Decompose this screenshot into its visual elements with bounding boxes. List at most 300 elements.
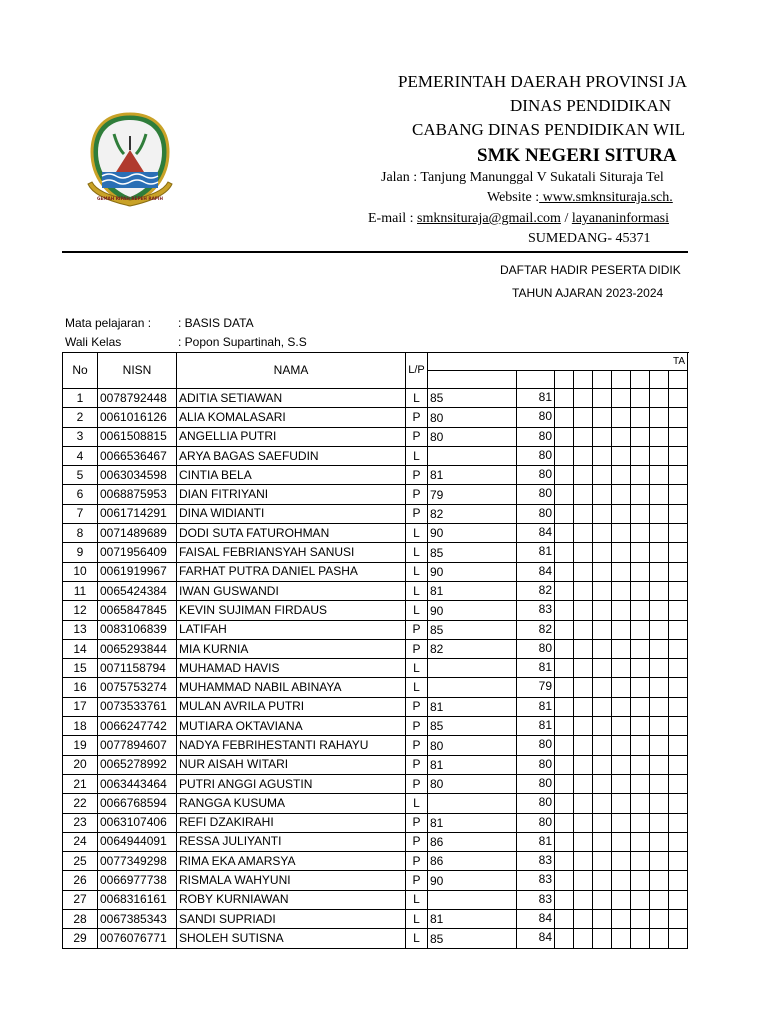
row-score2: 84 [517,524,555,543]
attendance-cell [555,832,574,851]
row-nisn: 0061016126 [98,408,177,427]
attendance-cell [669,601,688,620]
table-row [63,813,688,832]
row-gender: P [406,485,428,504]
attendance-cell [555,601,574,620]
row-score1: 80 [428,408,517,427]
attendance-cell [612,408,631,427]
attendance-cell [612,427,631,446]
attendance-cell [612,620,631,639]
attendance-cell [555,620,574,639]
attendance-cell [650,717,669,736]
row-score2: 79 [517,678,555,697]
attendance-cell [612,446,631,465]
attendance-cell [669,446,688,465]
row-name: DINA WIDIANTI [177,504,406,523]
row-score2: 80 [517,774,555,793]
website-label: Website : [487,190,540,205]
row-score2: 80 [517,794,555,813]
attendance-cell [555,543,574,562]
row-nisn: 0077349298 [98,852,177,871]
attendance-cell [669,736,688,755]
attendance-cell [593,794,612,813]
table-row [63,601,688,620]
row-score1: 86 [428,832,517,851]
attendance-cell [593,929,612,948]
row-score2: 81 [517,832,555,851]
attendance-cell [631,408,650,427]
row-nisn: 0063034598 [98,466,177,485]
attendance-cell [555,389,574,408]
attendance-cell [650,890,669,909]
attendance-cell [631,639,650,658]
row-name: ARYA BAGAS SAEFUDIN [177,446,406,465]
row-gender: P [406,620,428,639]
attendance-cell [593,813,612,832]
attendance-cell [593,581,612,600]
row-nisn: 0071956409 [98,543,177,562]
attendance-cell [555,427,574,446]
row-gender: P [406,697,428,716]
attendance-cell [555,659,574,678]
attendance-cell [650,485,669,504]
row-name: NUR AISAH WITARI [177,755,406,774]
row-gender: P [406,871,428,890]
row-nisn: 0066247742 [98,717,177,736]
attendance-cell [669,639,688,658]
row-score2: 80 [517,504,555,523]
table-row [63,639,688,658]
attendance-cell [631,678,650,697]
attendance-cell [574,852,593,871]
attendance-cell [612,813,631,832]
attendance-cell [574,389,593,408]
row-score2: 80 [517,446,555,465]
row-no: 23 [63,813,98,832]
row-name: LATIFAH [177,620,406,639]
row-nisn: 0063443464 [98,774,177,793]
row-score1: 85 [428,929,517,948]
attendance-cell [631,620,650,639]
attendance-cell [555,504,574,523]
attendance-cell [555,736,574,755]
attendance-cell [574,562,593,581]
row-nisn: 0071158794 [98,659,177,678]
email-label: E-mail : [368,211,414,226]
row-name: MUHAMMAD NABIL ABINAYA [177,678,406,697]
attendance-cell [669,832,688,851]
row-nisn: 0063107406 [98,813,177,832]
row-score2: 81 [517,717,555,736]
header-nisn: NISN [98,353,177,389]
attendance-cell [612,774,631,793]
row-score2: 82 [517,581,555,600]
attendance-cell [669,659,688,678]
row-gender: P [406,832,428,851]
attendance-cell [555,466,574,485]
subheader-cell [517,371,555,389]
attendance-cell [574,910,593,929]
row-score1: 81 [428,697,517,716]
attendance-cell [555,929,574,948]
row-score2: 80 [517,755,555,774]
row-no: 9 [63,543,98,562]
row-score1: 85 [428,717,517,736]
row-score2: 84 [517,910,555,929]
row-no: 3 [63,427,98,446]
row-score2: 80 [517,639,555,658]
attendance-cell [650,659,669,678]
attendance-cell [593,446,612,465]
attendance-cell [631,755,650,774]
attendance-cell [593,389,612,408]
attendance-cell [631,543,650,562]
table-row [63,446,688,465]
row-gender: L [406,446,428,465]
row-score1: 90 [428,562,517,581]
attendance-cell [593,852,612,871]
row-gender: L [406,562,428,581]
attendance-cell [593,832,612,851]
row-nisn: 0067385343 [98,910,177,929]
row-no: 25 [63,852,98,871]
attendance-cell [555,852,574,871]
table-row [63,774,688,793]
row-score2: 80 [517,466,555,485]
row-name: NADYA FEBRIHESTANTI RAHAYU [177,736,406,755]
teacher-value: : Popon Supartinah, S.S [178,335,307,349]
table-row [63,427,688,446]
attendance-cell [669,794,688,813]
attendance-cell [650,504,669,523]
table-header-row [63,353,688,371]
row-nisn: 0061508815 [98,427,177,446]
row-gender: L [406,678,428,697]
row-nisn: 0065278992 [98,755,177,774]
row-name: ANGELLIA PUTRI [177,427,406,446]
attendance-cell [631,659,650,678]
subheader-cell [669,371,688,389]
row-no: 22 [63,794,98,813]
attendance-cell [612,890,631,909]
attendance-cell [650,929,669,948]
row-name: FARHAT PUTRA DANIEL PASHA [177,562,406,581]
row-gender: L [406,581,428,600]
attendance-cell [669,504,688,523]
row-score1: 85 [428,389,517,408]
row-score2: 81 [517,659,555,678]
attendance-cell [631,504,650,523]
row-gender: L [406,910,428,929]
row-name: REFI DZAKIRAHI [177,813,406,832]
row-no: 18 [63,717,98,736]
row-gender: L [406,929,428,948]
attendance-cell [555,890,574,909]
attendance-cell [593,910,612,929]
attendance-cell [593,408,612,427]
attendance-cell [669,620,688,639]
row-name: SHOLEH SUTISNA [177,929,406,948]
attendance-cell [631,562,650,581]
email-link[interactable]: smknsituraja@gmail.com [417,211,561,226]
row-no: 24 [63,832,98,851]
attendance-cell [612,717,631,736]
row-nisn: 0077894607 [98,736,177,755]
attendance-cell [631,852,650,871]
attendance-cell [593,504,612,523]
table-row [63,794,688,813]
attendance-cell [650,524,669,543]
attendance-cell [631,929,650,948]
attendance-cell [574,581,593,600]
table-row [63,581,688,600]
row-score1: 80 [428,774,517,793]
attendance-cell [593,466,612,485]
row-name: KEVIN SUJIMAN FIRDAUS [177,601,406,620]
attendance-cell [669,755,688,774]
attendance-cell [631,717,650,736]
attendance-cell [593,659,612,678]
school-city: SUMEDANG- 45371 [528,231,651,246]
row-no: 5 [63,466,98,485]
attendance-cell [593,562,612,581]
row-score2: 80 [517,427,555,446]
table-row [63,832,688,851]
attendance-cell [612,543,631,562]
attendance-cell [650,871,669,890]
row-no: 10 [63,562,98,581]
row-no: 6 [63,485,98,504]
attendance-cell [574,755,593,774]
attendance-cell [650,832,669,851]
attendance-cell [555,774,574,793]
email2-link[interactable]: layananinformasi [571,211,670,226]
row-gender: P [406,466,428,485]
row-name: DIAN FITRIYANI [177,485,406,504]
row-gender: P [406,774,428,793]
row-no: 15 [63,659,98,678]
attendance-cell [612,524,631,543]
row-name: PUTRI ANGGI AGUSTIN [177,774,406,793]
attendance-cell [555,562,574,581]
attendance-cell [631,389,650,408]
attendance-cell [555,697,574,716]
row-no: 26 [63,871,98,890]
attendance-cell [574,659,593,678]
attendance-cell [612,389,631,408]
attendance-cell [631,466,650,485]
row-gender: L [406,794,428,813]
attendance-cell [593,485,612,504]
row-no: 2 [63,408,98,427]
attendance-cell [631,794,650,813]
row-gender: L [406,659,428,678]
table-row [63,562,688,581]
row-no: 13 [63,620,98,639]
attendance-cell [593,736,612,755]
attendance-cell [555,639,574,658]
subheader-cell [574,371,593,389]
subject-label: Mata pelajaran : [65,316,152,330]
row-score2: 83 [517,601,555,620]
row-score1: 80 [428,427,517,446]
row-score1: 85 [428,543,517,562]
row-score1: 81 [428,581,517,600]
row-name: CINTIA BELA [177,466,406,485]
attendance-cell [631,427,650,446]
table-row [63,755,688,774]
attendance-cell [650,562,669,581]
attendance-cell [669,408,688,427]
attendance-cell [631,581,650,600]
row-nisn: 0083106839 [98,620,177,639]
attendance-cell [612,871,631,890]
attendance-cell [593,639,612,658]
row-name: SANDI SUPRIADI [177,910,406,929]
row-gender: L [406,890,428,909]
attendance-cell [612,639,631,658]
attendance-cell [555,794,574,813]
table-row [63,717,688,736]
document-title: DAFTAR HADIR PESERTA DIDIK [500,263,681,277]
subheader-cell [612,371,631,389]
attendance-cell [631,832,650,851]
attendance-cell [555,485,574,504]
attendance-cell [612,852,631,871]
attendance-cell [612,736,631,755]
attendance-cell [555,871,574,890]
attendance-cell [612,601,631,620]
attendance-cell [555,717,574,736]
row-score2: 81 [517,389,555,408]
table-row [63,524,688,543]
row-score2: 83 [517,890,555,909]
attendance-cell [669,852,688,871]
table-row [63,466,688,485]
attendance-cell [574,485,593,504]
row-gender: P [406,408,428,427]
table-row [63,852,688,871]
row-score1: 80 [428,736,517,755]
subheader-cell [631,371,650,389]
attendance-cell [555,813,574,832]
row-score1: 81 [428,466,517,485]
row-score2: 80 [517,408,555,427]
attendance-cell [669,871,688,890]
row-no: 28 [63,910,98,929]
table-row [63,678,688,697]
attendance-cell [574,504,593,523]
attendance-cell [650,427,669,446]
attendance-cell [574,601,593,620]
row-gender: P [406,755,428,774]
row-name: RIMA EKA AMARSYA [177,852,406,871]
row-name: MUHAMAD HAVIS [177,659,406,678]
attendance-cell [631,774,650,793]
row-no: 29 [63,929,98,948]
row-name: RISMALA WAHYUNI [177,871,406,890]
row-nisn: 0061919967 [98,562,177,581]
logo-motto: GEMAH RIPAH REPEH RAPIH [97,196,163,201]
table-row [63,408,688,427]
attendance-cell [631,813,650,832]
row-no: 27 [63,890,98,909]
attendance-cell [574,427,593,446]
attendance-cell [631,871,650,890]
attendance-cell [593,601,612,620]
attendance-cell [669,562,688,581]
row-score1 [428,678,517,697]
row-gender: L [406,524,428,543]
row-name: MUTIARA OKTAVIANA [177,717,406,736]
row-name: FAISAL FEBRIANSYAH SANUSI [177,543,406,562]
attendance-cell [612,562,631,581]
website-line [487,190,768,206]
row-no: 1 [63,389,98,408]
attendance-cell [574,813,593,832]
row-gender: L [406,601,428,620]
teacher-label: Wali Kelas [65,335,122,349]
table-row [63,910,688,929]
row-nisn: 0064944091 [98,832,177,851]
row-score2: 84 [517,562,555,581]
attendance-cell [574,794,593,813]
row-nisn: 0065424384 [98,581,177,600]
attendance-cell [612,697,631,716]
row-no: 19 [63,736,98,755]
row-score2: 83 [517,852,555,871]
table-row [63,485,688,504]
attendance-cell [650,852,669,871]
row-no: 11 [63,581,98,600]
row-name: ADITIA SETIAWAN [177,389,406,408]
row-nisn: 0066768594 [98,794,177,813]
attendance-cell [574,890,593,909]
row-score2: 83 [517,871,555,890]
attendance-cell [612,466,631,485]
attendance-cell [650,581,669,600]
attendance-cell [650,389,669,408]
attendance-cell [669,485,688,504]
attendance-cell [669,524,688,543]
header-group [428,353,688,371]
provincial-emblem-logo [84,112,176,208]
table-row [63,736,688,755]
table-row [63,890,688,909]
attendance-cell [612,678,631,697]
attendance-cell [650,466,669,485]
row-no: 16 [63,678,98,697]
row-gender: P [406,852,428,871]
row-gender: P [406,504,428,523]
attendance-cell [631,601,650,620]
row-nisn: 0071489689 [98,524,177,543]
attendance-cell [669,929,688,948]
attendance-cell [669,678,688,697]
header-line2: DINAS PENDIDIKAN [510,96,672,115]
subheader-cell [593,371,612,389]
row-gender: L [406,543,428,562]
website-link[interactable]: www.smknsituraja.sch. [539,190,673,205]
row-gender: P [406,717,428,736]
attendance-cell [631,446,650,465]
row-no: 7 [63,504,98,523]
row-no: 12 [63,601,98,620]
row-name: ROBY KURNIAWAN [177,890,406,909]
header-no: No [63,353,98,389]
attendance-cell [574,832,593,851]
row-gender: P [406,736,428,755]
